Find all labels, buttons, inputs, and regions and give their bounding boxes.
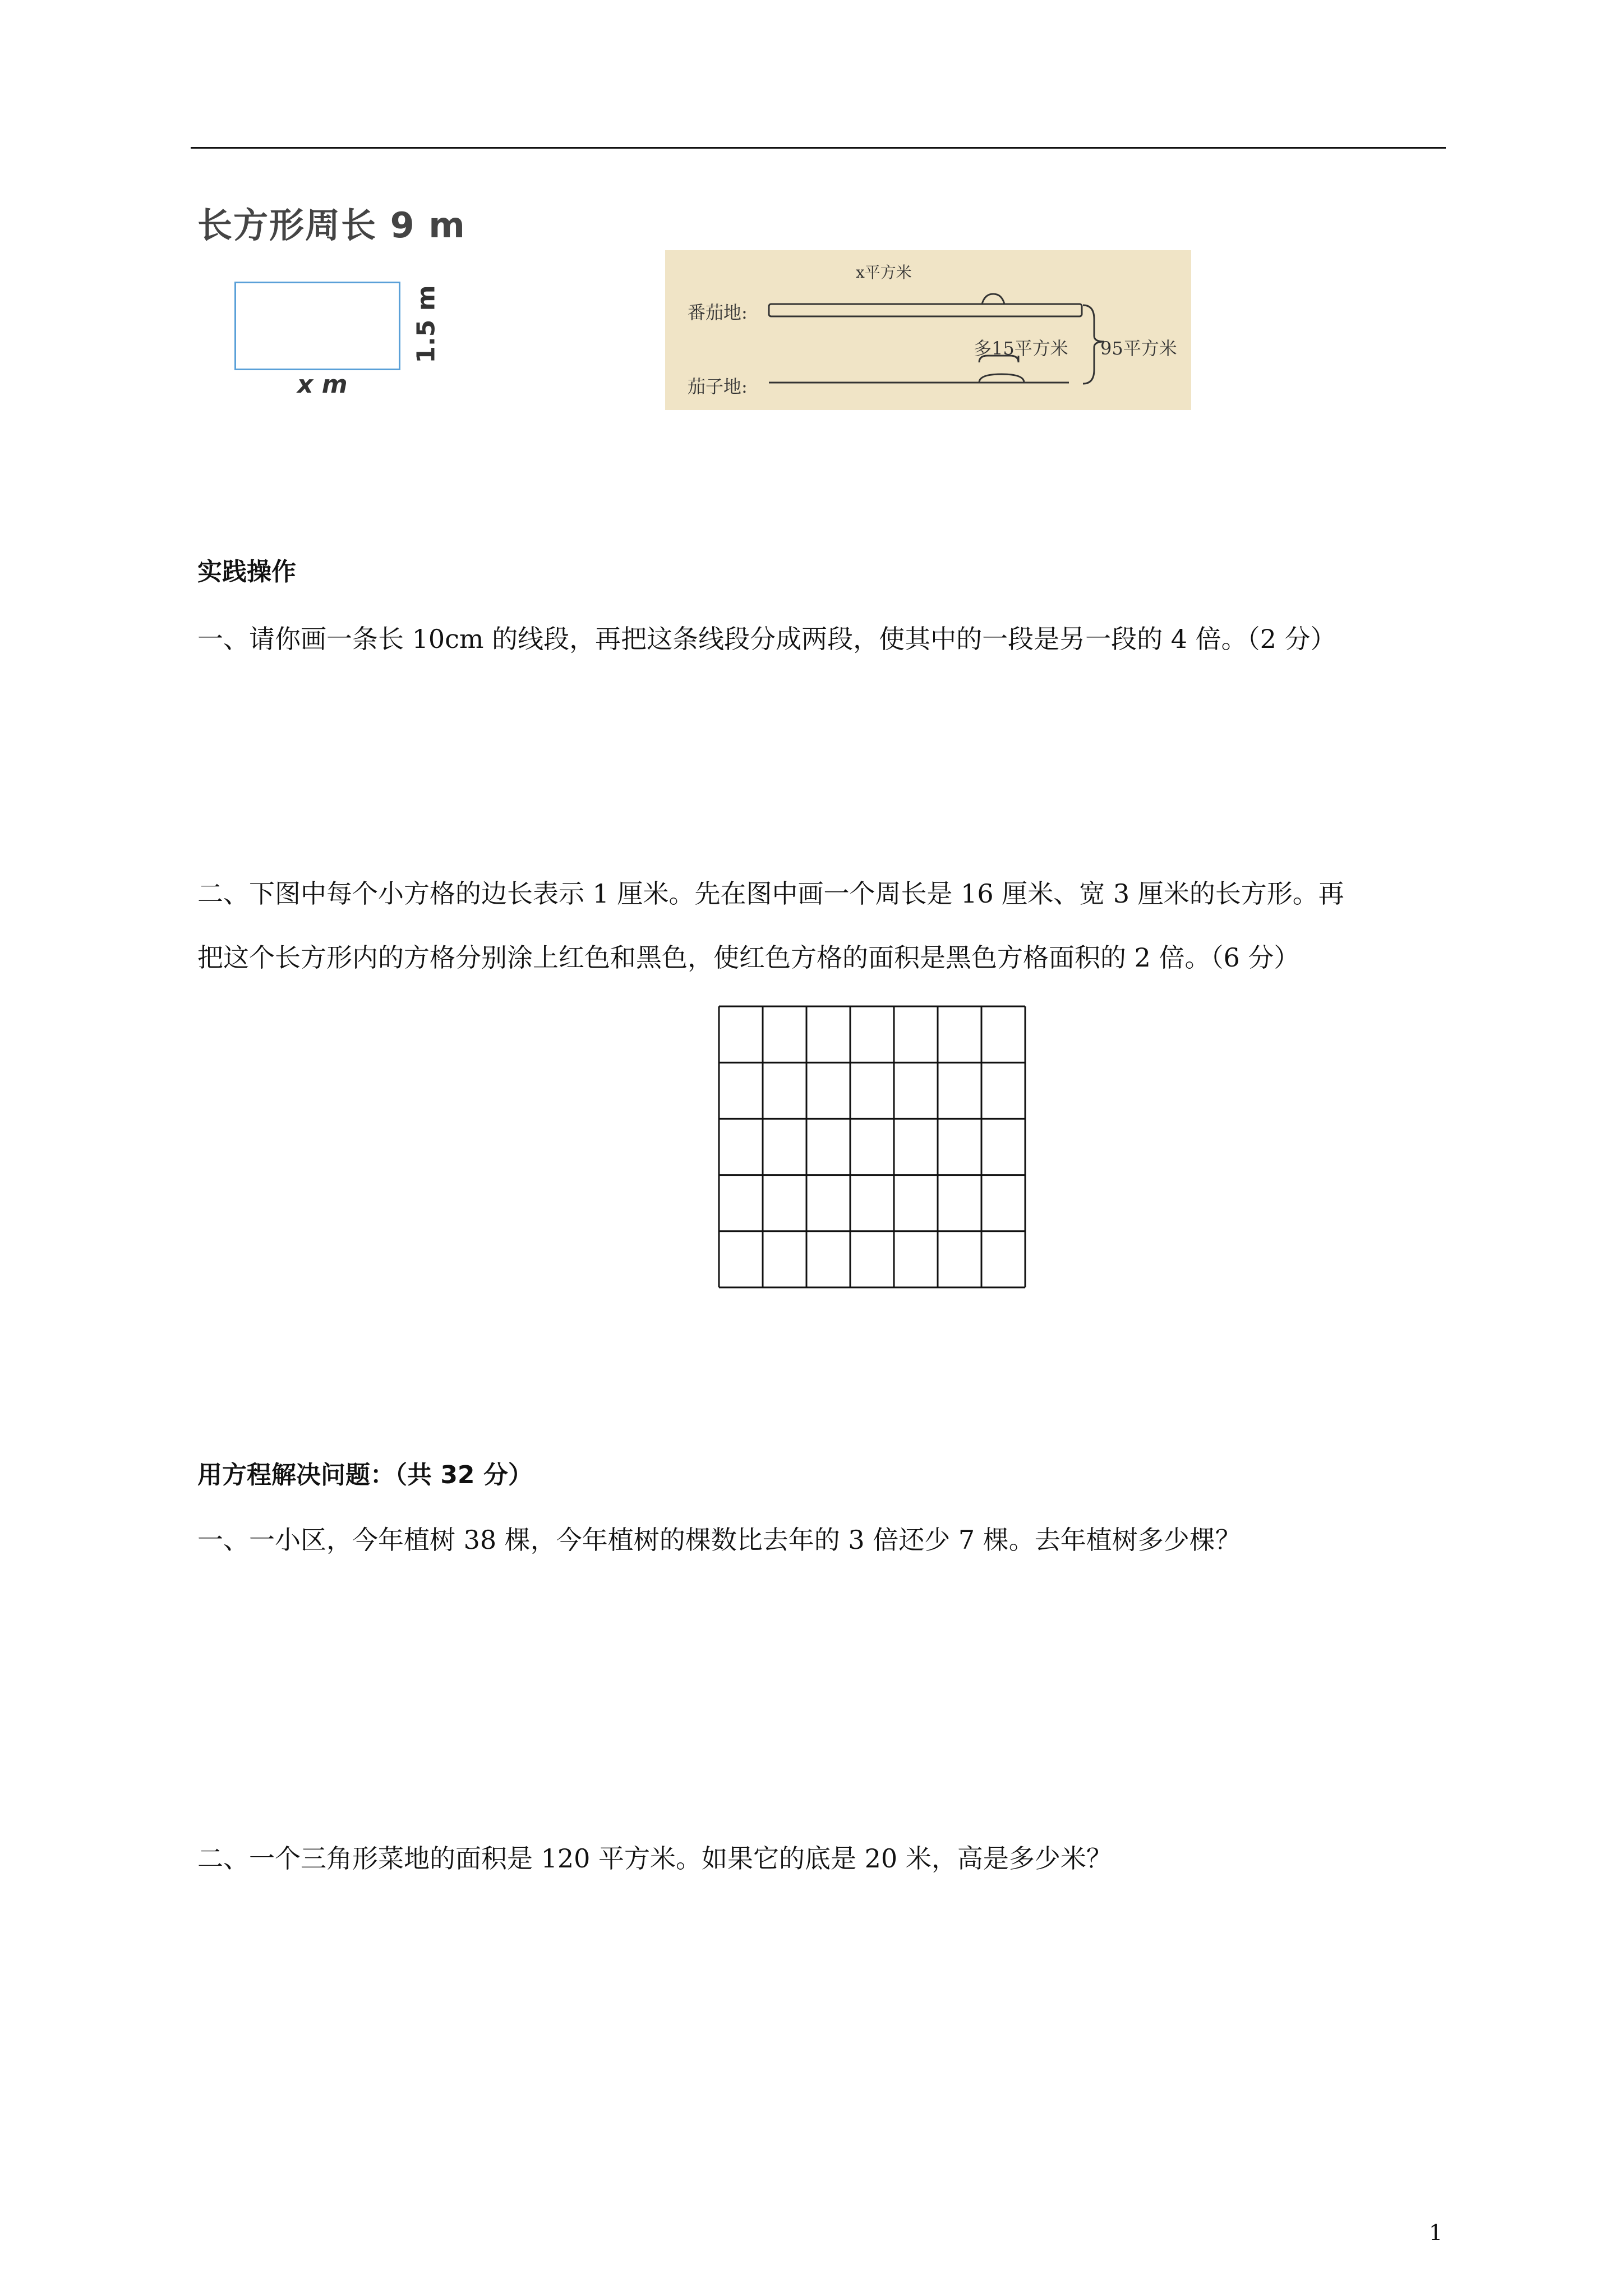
- equations-heading: 用方程解决问题：（共 32 分）: [197, 1461, 533, 1489]
- page-number: 1: [1429, 2220, 1443, 2245]
- figure1-rectangle: [234, 282, 400, 370]
- figure2-row1-label: 番茄地:: [688, 302, 748, 323]
- practice-heading: 实践操作: [197, 558, 296, 586]
- figure2-total-label: 95平方米: [1100, 338, 1177, 359]
- figure2-diagram: [665, 250, 1191, 410]
- figure1-bottom-label: x m: [297, 370, 348, 399]
- figure1-title: 长方形周长 9 m: [197, 205, 466, 246]
- header-rule: [191, 147, 1446, 149]
- figure2-diff-label: 多15平方米: [974, 338, 1068, 359]
- practice-question-2-line2: 把这个长方形内的方格分别涂上红色和黑色，使红色方格的面积是黑色方格面积的 2 倍。（6 分）: [197, 942, 1300, 973]
- equations-question-2: 二、一个三角形菜地的面积是 120 平方米。如果它的底是 20 米，高是多少米？: [197, 1843, 1112, 1874]
- figure2-row2-label: 茄子地:: [688, 376, 748, 397]
- practice-question-1: 一、请你画一条长 10cm 的线段，再把这条线段分成两段，使其中的一段是另一段的 4 倍。（2 分）: [197, 624, 1336, 654]
- equations-question-1: 一、一小区，今年植树 38 棵，今年植树的棵数比去年的 3 倍还少 7 棵。去年植树多少棵？: [197, 1525, 1241, 1555]
- square-grid: [718, 1005, 1026, 1289]
- figure2-top-label: x平方米: [856, 263, 912, 282]
- practice-question-2-line1: 二、下图中每个小方格的边长表示 1 厘米。先在图中画一个周长是 16 厘米、宽 3 厘米的长方形。再: [197, 878, 1344, 909]
- figure1-side-label: 1.5 m: [412, 285, 441, 364]
